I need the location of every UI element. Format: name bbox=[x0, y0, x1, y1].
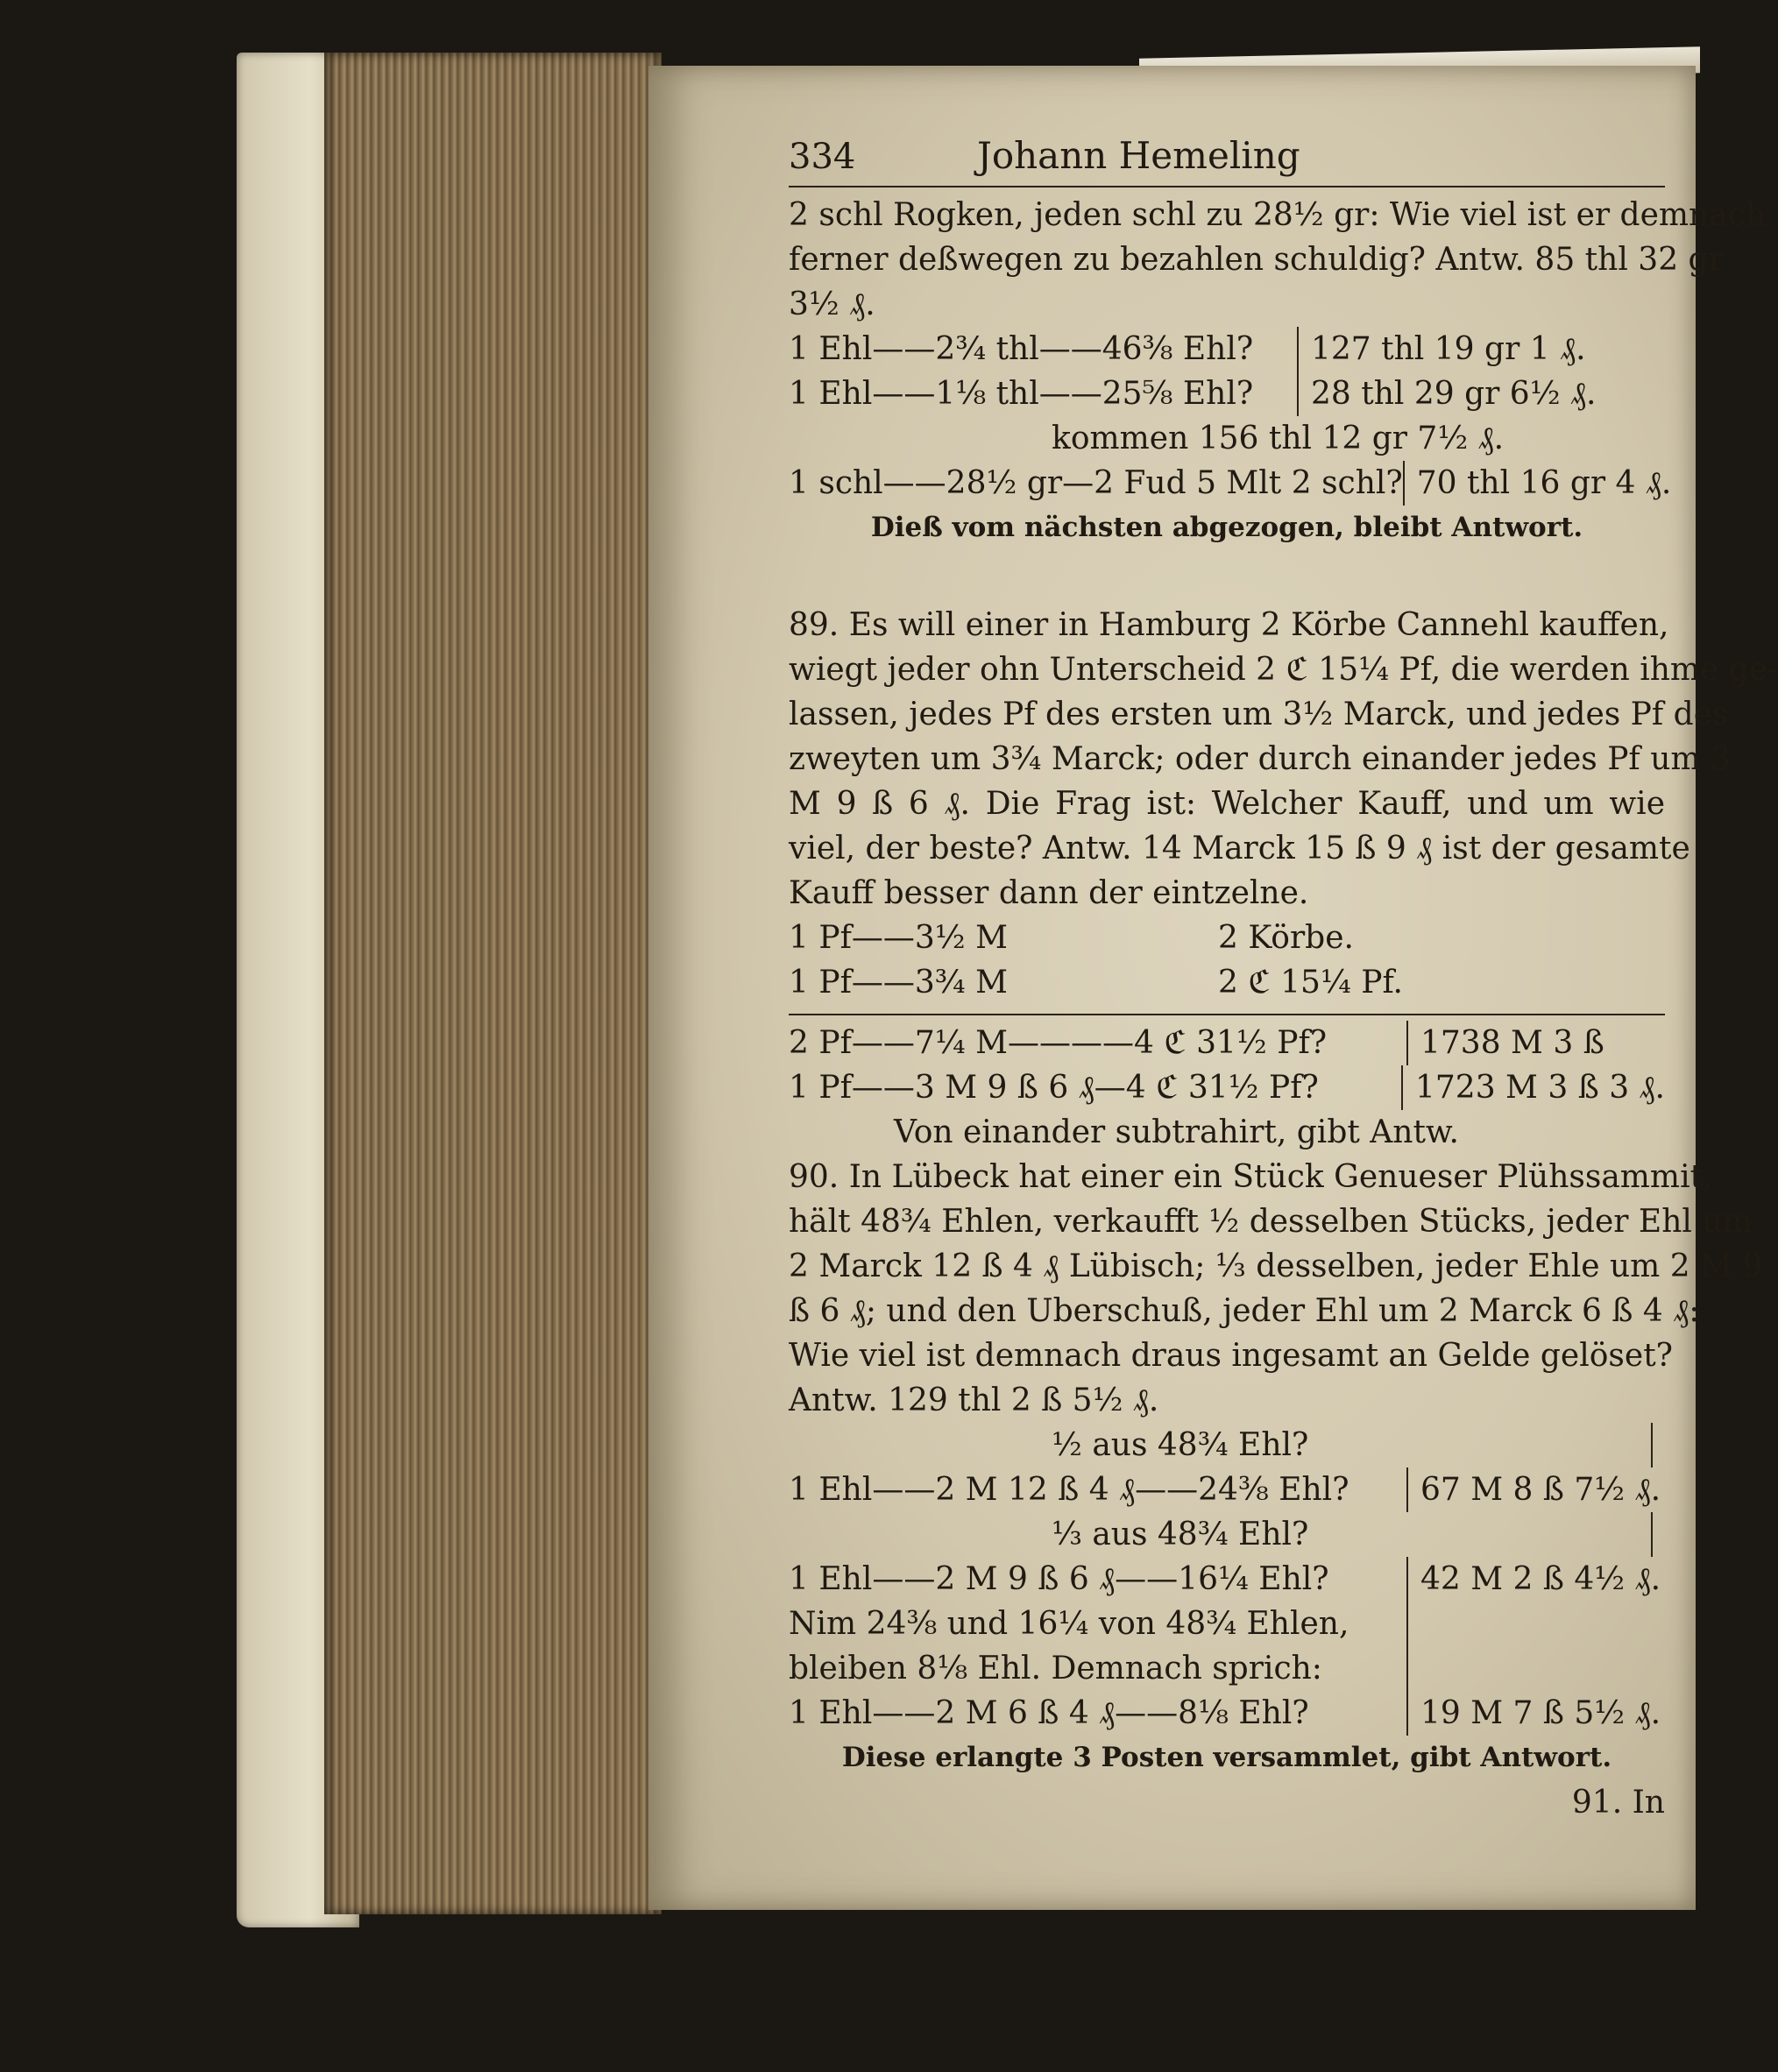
text-line: ß 6 ₰; und den Uberschuß, jeder Ehl um 2 Marck 6 ß 4 ₰: bbox=[789, 1293, 1700, 1329]
text-line: 2 Marck 12 ß 4 ₰ Lübisch; ⅓ desselben, jeder Ehle um 2 M 9 bbox=[789, 1248, 1763, 1284]
calc-right bbox=[1406, 1646, 1420, 1691]
running-header bbox=[789, 133, 1665, 187]
pair-row bbox=[789, 916, 1665, 960]
calc-right bbox=[1406, 1602, 1420, 1646]
note-line: Diese erlangte 3 Posten versammlet, gibt Antwort. bbox=[841, 1742, 1612, 1773]
calc-row bbox=[789, 1691, 1665, 1736]
calc-row bbox=[789, 461, 1672, 506]
calc-left: ½ aus 48¾ Ehl? bbox=[1052, 1427, 1309, 1463]
pair-left: 1 Pf——3½ M bbox=[789, 920, 1008, 956]
calc-row bbox=[789, 327, 1665, 371]
calc-left: bleiben 8⅛ Ehl. Demnach sprich: bbox=[789, 1651, 1322, 1687]
text-line: Wie viel ist demnach draus ingesamt an Gelde gelöset? bbox=[789, 1338, 1673, 1374]
calc-right bbox=[1651, 1423, 1665, 1467]
calc-row bbox=[789, 371, 1665, 416]
calc-left: 1 Ehl——2 M 9 ß 6 ₰——16¼ Ehl? bbox=[789, 1561, 1329, 1597]
running-title: Johann Hemeling bbox=[977, 134, 1300, 177]
calc-left: 1 Ehl——2¾ thl——46⅜ Ehl? bbox=[789, 331, 1254, 367]
calc-right: 19 M 7 ß 5½ ₰. bbox=[1406, 1691, 1661, 1736]
pair-right: 2 ℭ 15¼ Pf. bbox=[1218, 965, 1403, 1001]
calc-right bbox=[1651, 1512, 1665, 1557]
calc-row bbox=[789, 1602, 1665, 1646]
text-line: zweyten um 3¾ Marck; oder durch einander jedes Pf um 3 bbox=[789, 741, 1731, 777]
calc-left: 1 Pf——3 M 9 ß 6 ₰—4 ℭ 31½ Pf? bbox=[789, 1070, 1319, 1106]
calc-row bbox=[789, 1065, 1665, 1110]
calc-left: 2 Pf——7¼ M————4 ℭ 31½ Pf? bbox=[789, 1025, 1328, 1061]
calc-right: 1738 M 3 ß bbox=[1406, 1021, 1604, 1065]
calc-left: Nim 24⅜ und 16¼ von 48¾ Ehlen, bbox=[789, 1606, 1349, 1642]
calc-left: 1 schl——28½ gr—2 Fud 5 Mlt 2 schl? bbox=[789, 465, 1403, 501]
top-section bbox=[789, 193, 1767, 550]
calc-left: ⅓ aus 48¾ Ehl? bbox=[1052, 1517, 1309, 1552]
text-line: hält 48¾ Ehlen, verkaufft ½ desselben Stücks, jeder Ehl um bbox=[789, 1204, 1753, 1240]
problem-90 bbox=[789, 1155, 1763, 1825]
calc-row bbox=[789, 1021, 1665, 1065]
calc-right: 28 thl 29 gr 6½ ₰. bbox=[1297, 371, 1597, 416]
page-edges bbox=[324, 53, 662, 1914]
text-line: wiegt jeder ohn Unterscheid 2 ℭ 15¼ Pf, die werden ihme ge- bbox=[789, 652, 1778, 688]
calc-row bbox=[789, 1646, 1665, 1691]
note-line: Von einander subtrahirt, gibt Antw. bbox=[894, 1114, 1459, 1150]
calc-left: 1 Ehl——1⅛ thl——25⅝ Ehl? bbox=[789, 376, 1254, 412]
calc-row bbox=[789, 1467, 1665, 1512]
catchword: 91. In bbox=[1571, 1785, 1665, 1821]
page-number: 334 bbox=[789, 137, 856, 177]
calc-right: 127 thl 19 gr 1 ₰. bbox=[1297, 327, 1586, 371]
calc-right: 42 M 2 ß 4½ ₰. bbox=[1406, 1557, 1661, 1602]
sum-line: kommen 156 thl 12 gr 7½ ₰. bbox=[1052, 421, 1505, 456]
text-line: Antw. 129 thl 2 ß 5½ ₰. bbox=[789, 1383, 1159, 1418]
pair-row bbox=[789, 960, 1665, 1005]
calc-right: 70 thl 16 gr 4 ₰. bbox=[1403, 461, 1672, 506]
calc-right: 67 M 8 ß 7½ ₰. bbox=[1406, 1467, 1661, 1512]
text-line: viel, der beste? Antw. 14 Marck 15 ß 9 ₰ ist der gesamte bbox=[789, 831, 1690, 866]
text-line: ferner deßwegen zu bezahlen schuldig? Antw. 85 thl 32 gr bbox=[789, 242, 1724, 278]
note-line: Dieß vom nächsten abgezogen, bleibt Antwort. bbox=[870, 512, 1583, 543]
text-line: 3½ ₰. bbox=[789, 286, 875, 322]
page-text bbox=[789, 133, 1778, 1825]
text-line: 90. In Lübeck hat einer ein Stück Genueser Plühssammit, bbox=[789, 1159, 1713, 1195]
text-line: M 9 ß 6 ₰. Die Frag ist: Welcher Kauff, und um wie bbox=[789, 786, 1665, 822]
pair-left: 1 Pf——3¾ M bbox=[789, 965, 1008, 1001]
pair-right: 2 Körbe. bbox=[1218, 920, 1354, 956]
calc-row bbox=[789, 1423, 1665, 1467]
calc-right: 1723 M 3 ß 3 ₰. bbox=[1401, 1065, 1665, 1110]
problem-89 bbox=[789, 603, 1778, 1155]
calc-row bbox=[789, 1557, 1665, 1602]
text-line: 89. Es will einer in Hamburg 2 Körbe Cannehl kauffen, bbox=[789, 607, 1669, 643]
divider bbox=[789, 1014, 1665, 1015]
calc-row bbox=[789, 1512, 1665, 1557]
spacer bbox=[789, 550, 1665, 603]
calc-left: 1 Ehl——2 M 12 ß 4 ₰——24⅜ Ehl? bbox=[789, 1472, 1349, 1508]
text-line: 2 schl Rogken, jeden schl zu 28½ gr: Wie viel ist er demnach bbox=[789, 197, 1767, 233]
text-line: Kauff besser dann der eintzelne. bbox=[789, 875, 1309, 911]
text-line: lassen, jedes Pf des ersten um 3½ Marck, und jedes Pf des bbox=[789, 697, 1729, 732]
calc-left: 1 Ehl——2 M 6 ß 4 ₰——8⅛ Ehl? bbox=[789, 1695, 1309, 1731]
